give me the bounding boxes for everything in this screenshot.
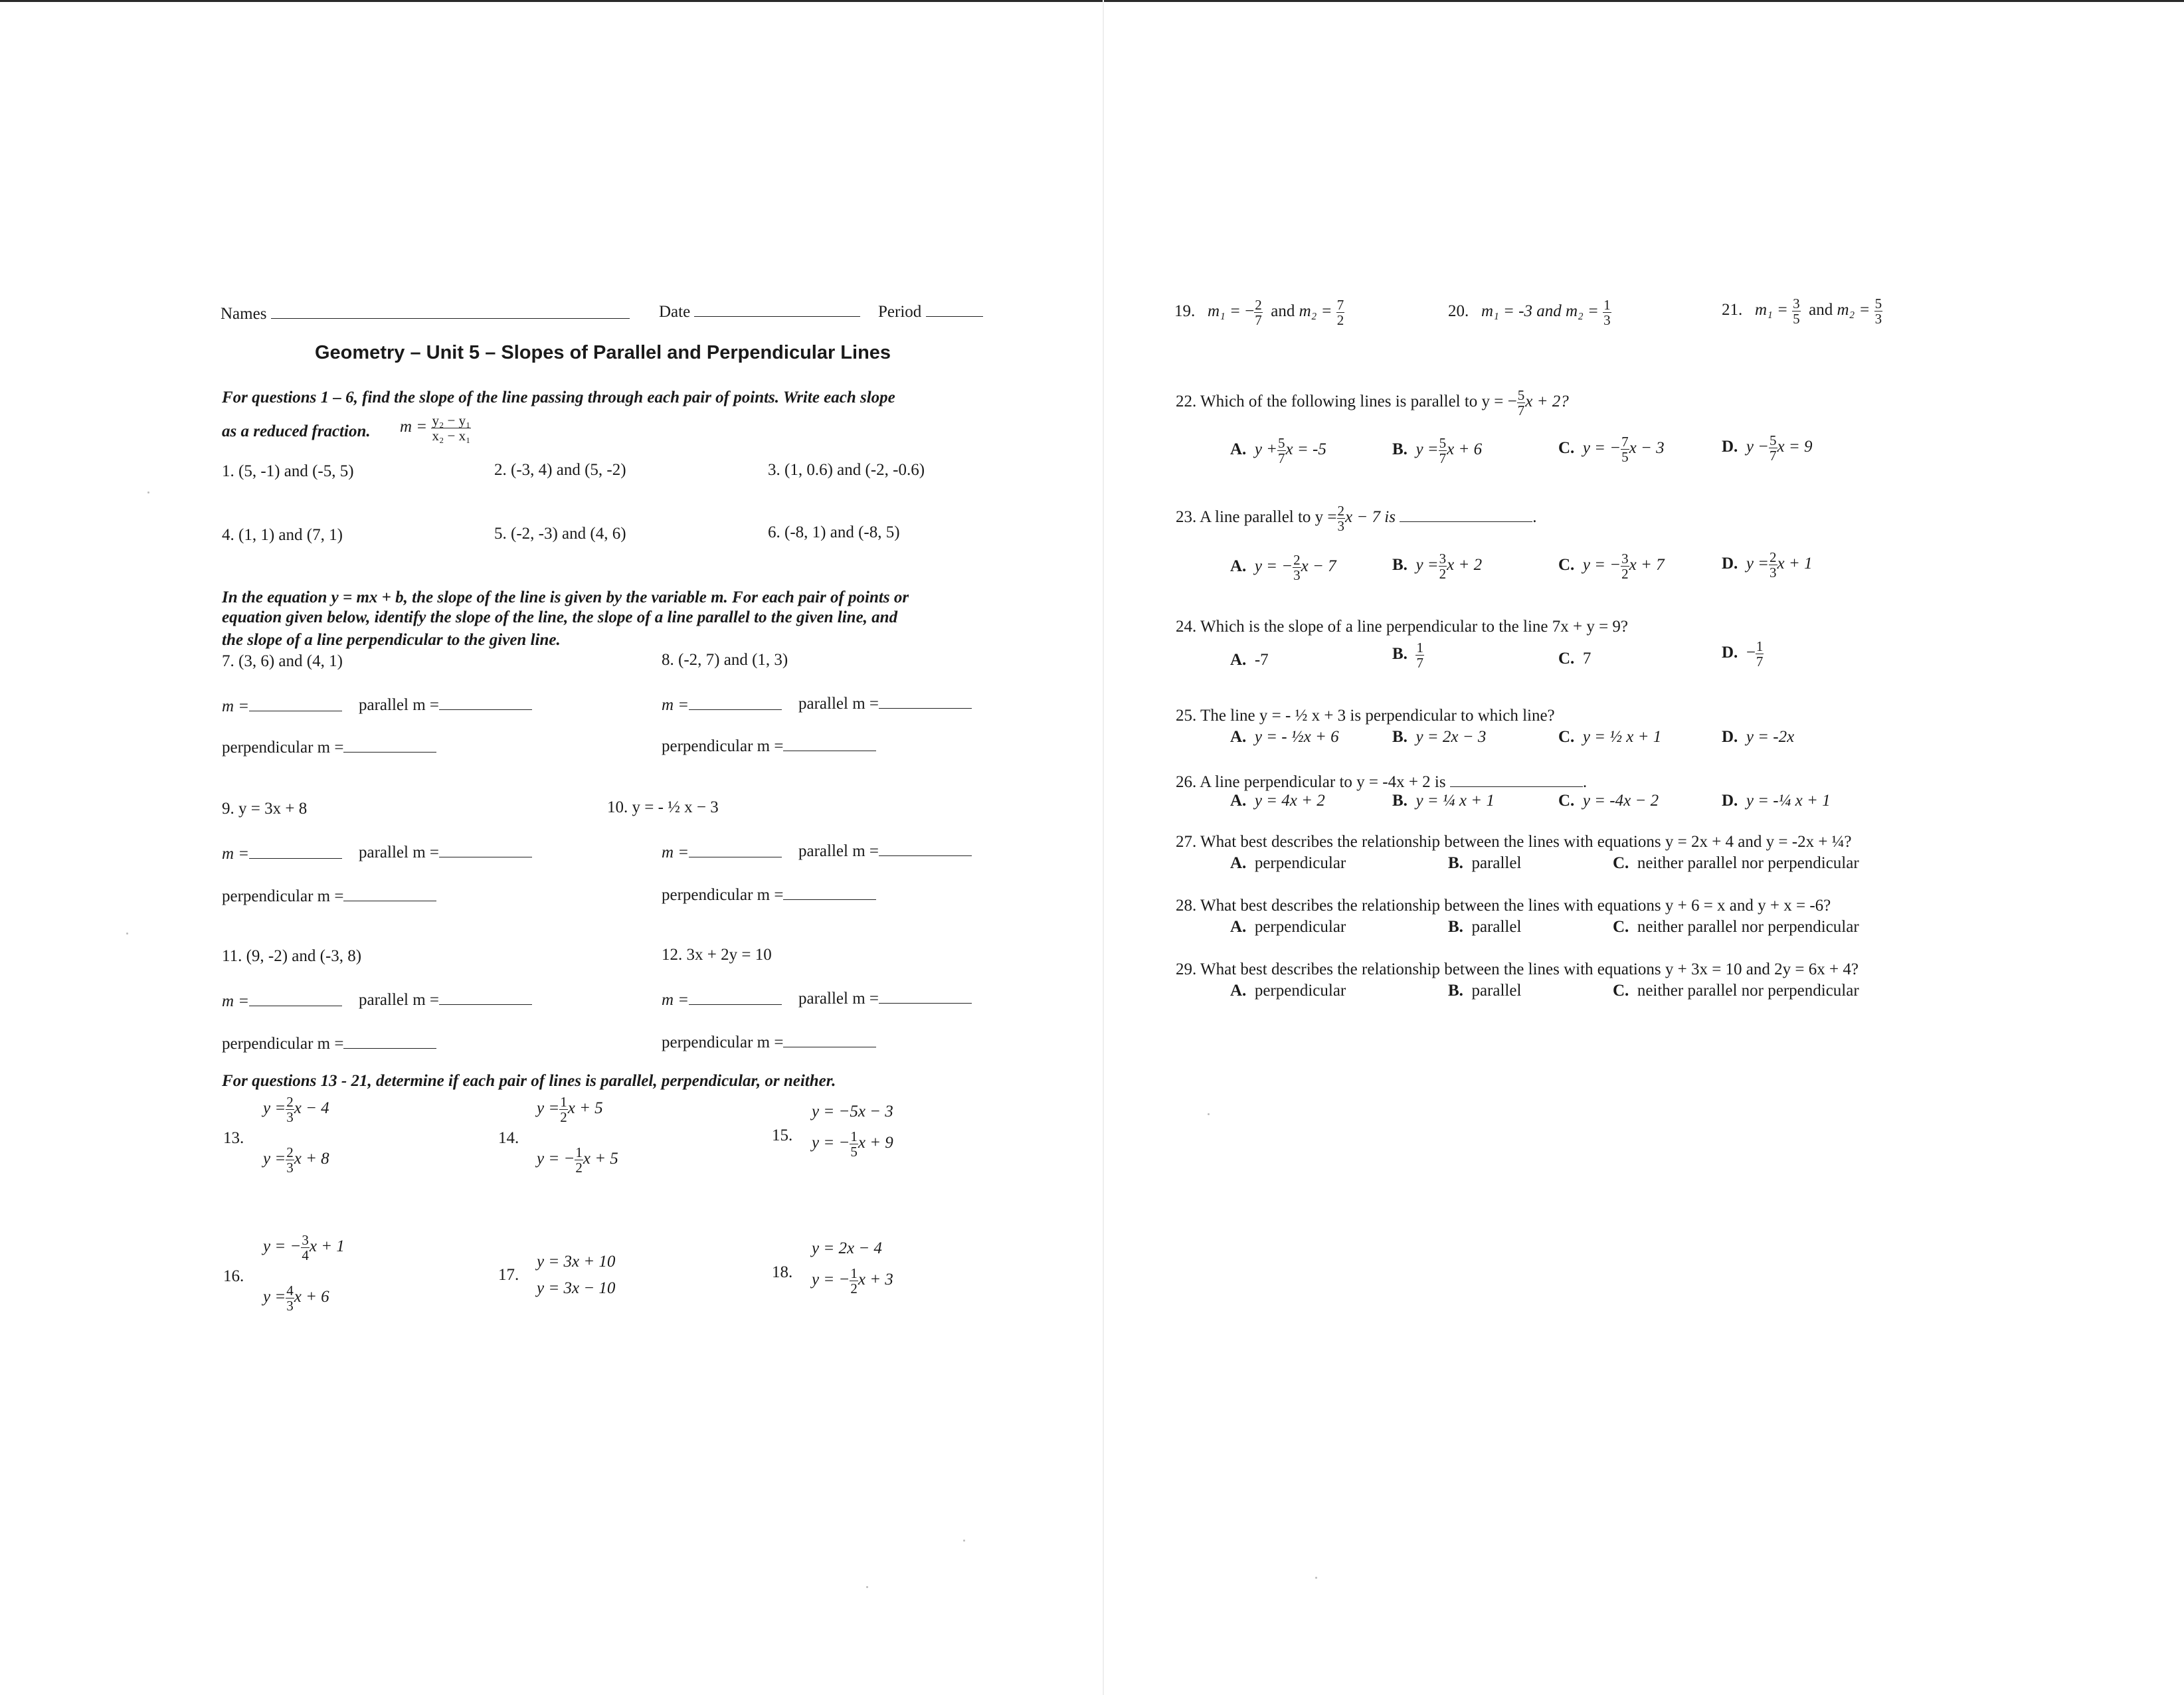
section1-instruction-2: as a reduced fraction. <box>222 422 371 440</box>
page-fold <box>1103 0 1104 1695</box>
q26-option-b[interactable]: B. y = ¼ x + 1 <box>1392 792 1495 810</box>
q11-parallel-field: parallel m = <box>359 988 532 1010</box>
scan-speck <box>147 491 149 493</box>
question-13-number: 13. <box>223 1129 244 1147</box>
question-14-number: 14. <box>498 1129 519 1147</box>
q25-option-a[interactable]: A. y = - ½x + 6 <box>1230 728 1339 746</box>
q16-line-b: y = $\frac{4}{3}$ x + 6 <box>263 1283 329 1314</box>
q27-option-b[interactable]: B. parallel <box>1448 854 1522 872</box>
q8-parallel-blank[interactable] <box>879 692 972 709</box>
q11-perp-blank[interactable] <box>343 1032 436 1049</box>
scan-speck <box>1315 1577 1317 1579</box>
question-23: 23. A line parallel to y = $\frac{2}{3}$ x − 7 is . <box>1176 503 1537 534</box>
slope-formula: m = $\frac{\text{y₂ − y₁}}{\text{x₂ − x₁}}$ <box>400 412 471 444</box>
q10-perp-field: perpendicular m = <box>662 883 876 905</box>
question-28: 28. What best describes the relationship between the lines with equations y + 6 = x and y + x = -6? <box>1176 897 1831 915</box>
q10-parallel-blank[interactable] <box>879 840 972 856</box>
question-4: 4. (1, 1) and (7, 1) <box>222 526 343 544</box>
question-6: 6. (-8, 1) and (-8, 5) <box>768 523 900 541</box>
q23-option-b[interactable]: B. y = $\frac{3}{2}$ x + 2 <box>1392 551 1483 582</box>
q18-line-a: y = 2x − 4 <box>812 1239 882 1257</box>
q9-m-field: m = <box>222 842 342 863</box>
q28-option-c[interactable]: C. neither parallel nor perpendicular <box>1613 918 1859 936</box>
question-5: 5. (-2, -3) and (4, 6) <box>494 525 626 543</box>
question-22: 22. Which of the following lines is parallel to y = − $\frac{5}{7}$ x + 2? <box>1176 387 1569 418</box>
question-17-number: 17. <box>498 1266 519 1284</box>
q24-option-a[interactable]: A. -7 <box>1230 651 1269 669</box>
q9-parallel-blank[interactable] <box>439 841 532 857</box>
worksheet-title: Geometry – Unit 5 – Slopes of Parallel and Perpendicular Lines <box>315 342 891 363</box>
q10-parallel-field: parallel m = <box>798 840 972 861</box>
question-1: 1. (5, -1) and (-5, 5) <box>222 462 354 480</box>
q7-m-blank[interactable] <box>249 695 342 711</box>
q16-line-a: y = − $\frac{3}{4}$ x + 1 <box>263 1232 345 1263</box>
scan-speck <box>1208 1113 1210 1115</box>
question-25: 25. The line y = - ½ x + 3 is perpendicular to which line? <box>1176 707 1555 725</box>
q29-option-a[interactable]: A. perpendicular <box>1230 982 1346 1000</box>
date-blank[interactable] <box>694 300 860 317</box>
q23-answer-blank[interactable] <box>1400 505 1532 522</box>
q9-parallel-field: parallel m = <box>359 841 532 862</box>
question-15-number: 15. <box>772 1126 793 1144</box>
q22-option-d[interactable]: D. y − $\frac{5}{7}$ x = 9 <box>1722 432 1813 464</box>
q11-m-field: m = <box>222 990 342 1011</box>
q14-line-a: y = $\frac{1}{2}$ x + 5 <box>537 1094 603 1125</box>
question-18-number: 18. <box>772 1263 793 1281</box>
q7-perp-blank[interactable] <box>343 736 436 753</box>
q29-option-b[interactable]: B. parallel <box>1448 982 1522 1000</box>
q22-option-a[interactable]: A. y + $\frac{5}{7}$ x = -5 <box>1230 435 1326 466</box>
names-field: Names <box>221 302 630 323</box>
q9-m-blank[interactable] <box>249 842 342 859</box>
q17-line-a: y = 3x + 10 <box>537 1253 616 1271</box>
q8-m-field: m = <box>662 693 782 715</box>
q10-perp-blank[interactable] <box>783 883 876 900</box>
q7-parallel-field: parallel m = <box>359 693 532 715</box>
question-3: 3. (1, 0.6) and (-2, -0.6) <box>768 461 925 479</box>
q12-parallel-field: parallel m = <box>798 987 972 1008</box>
q12-m-blank[interactable] <box>689 988 782 1005</box>
names-blank[interactable] <box>271 302 630 319</box>
section2-instruction-2: equation given below, identify the slope of the line, the slope of a line parallel to the given line, and <box>222 608 898 626</box>
question-27: 27. What best describes the relationship between the lines with equations y = 2x + 4 and y = -2x + ¼? <box>1176 833 1852 851</box>
q18-line-b: y = − $\frac{1}{2}$ x + 3 <box>812 1265 893 1296</box>
period-blank[interactable] <box>926 300 983 317</box>
question-8: 8. (-2, 7) and (1, 3) <box>662 651 788 669</box>
q10-m-field: m = <box>662 841 782 862</box>
q24-option-c[interactable]: C. 7 <box>1558 650 1592 668</box>
q12-perp-blank[interactable] <box>783 1031 876 1047</box>
q23-option-a[interactable]: A. y = − $\frac{2}{3}$ x − 7 <box>1230 552 1336 583</box>
q8-m-blank[interactable] <box>689 693 782 710</box>
question-2: 2. (-3, 4) and (5, -2) <box>494 461 626 479</box>
q22-option-b[interactable]: B. y = $\frac{5}{7}$ x + 6 <box>1392 435 1483 466</box>
question-11: 11. (9, -2) and (-3, 8) <box>222 947 362 965</box>
q17-line-b: y = 3x − 10 <box>537 1279 616 1297</box>
q23-option-c[interactable]: C. y = − $\frac{3}{2}$ x + 7 <box>1558 551 1665 582</box>
q12-perp-field: perpendicular m = <box>662 1031 876 1052</box>
q11-m-blank[interactable] <box>249 990 342 1006</box>
question-9: 9. y = 3x + 8 <box>222 800 308 818</box>
section2-instruction-1: In the equation y = mx + b, the slope of the line is given by the variable m. For each pair of points or <box>222 588 909 606</box>
question-10: 10. y = - ½ x − 3 <box>607 798 719 816</box>
q26-answer-blank[interactable] <box>1450 770 1583 787</box>
q13-line-b: y = $\frac{2}{3}$ x + 8 <box>263 1144 329 1176</box>
period-field: Period <box>878 300 983 321</box>
q26-option-a[interactable]: A. y = 4x + 2 <box>1230 792 1325 810</box>
question-29: 29. What best describes the relationship between the lines with equations y + 3x = 10 and 2y = 6x + 4? <box>1176 960 1859 978</box>
question-19: 19. m₁ = − $\frac{2}{7}$ and m₂ = $\frac{7}{2}$ <box>1174 297 1344 328</box>
q12-m-field: m = <box>662 988 782 1010</box>
section3-instruction: For questions 13 - 21, determine if each pair of lines is parallel, perpendicular, or neither. <box>222 1072 836 1090</box>
section1-instruction: For questions 1 – 6, find the slope of the line passing through each pair of points. Write each slope <box>222 389 895 406</box>
q11-parallel-blank[interactable] <box>439 988 532 1005</box>
question-20: 20. m₁ = -3 and m₂ = $\frac{1}{3}$ <box>1448 297 1611 328</box>
q27-option-a[interactable]: A. perpendicular <box>1230 854 1346 872</box>
q26-option-c[interactable]: C. y = -4x − 2 <box>1558 792 1659 810</box>
q11-perp-field: perpendicular m = <box>222 1032 436 1053</box>
question-21: 21. m₁ = $\frac{3}{5}$ and m₂ = $\frac{5}{3}$ <box>1722 296 1882 327</box>
q23-option-d[interactable]: D. y = $\frac{2}{3}$ x + 1 <box>1722 549 1813 580</box>
q8-parallel-field: parallel m = <box>798 692 972 713</box>
q28-option-a[interactable]: A. perpendicular <box>1230 918 1346 936</box>
question-26: 26. A line perpendicular to y = -4x + 2 is . <box>1176 770 1587 792</box>
q24-option-d[interactable]: D. − $\frac{1}{7}$ <box>1722 638 1764 669</box>
question-24: 24. Which is the slope of a line perpendicular to the line 7x + y = 9? <box>1176 618 1629 636</box>
q28-option-b[interactable]: B. parallel <box>1448 918 1522 936</box>
q9-perp-field: perpendicular m = <box>222 885 436 906</box>
scan-top-border <box>0 0 2184 2</box>
q10-m-blank[interactable] <box>689 841 782 857</box>
q25-option-b[interactable]: B. y = 2x − 3 <box>1392 728 1487 746</box>
date-field: Date <box>659 300 860 321</box>
q26-option-d[interactable]: D. y = -¼ x + 1 <box>1722 792 1831 810</box>
scan-speck <box>866 1586 868 1588</box>
q24-option-b[interactable]: B. $\frac{1}{7}$ <box>1392 640 1423 671</box>
q29-option-c[interactable]: C. neither parallel nor perpendicular <box>1613 982 1859 1000</box>
q7-parallel-blank[interactable] <box>439 693 532 710</box>
q15-line-b: y = − $\frac{1}{5}$ x + 9 <box>812 1128 893 1160</box>
section2-instruction-3: the slope of a line perpendicular to the given line. <box>222 631 561 649</box>
q9-perp-blank[interactable] <box>343 885 436 901</box>
q7-m-field: m = <box>222 695 342 716</box>
scan-speck <box>126 933 128 935</box>
q14-line-b: y = − $\frac{1}{2}$ x + 5 <box>537 1144 618 1176</box>
q25-option-c[interactable]: C. y = ½ x + 1 <box>1558 728 1662 746</box>
q27-option-c[interactable]: C. neither parallel nor perpendicular <box>1613 854 1859 872</box>
q12-parallel-blank[interactable] <box>879 987 972 1004</box>
scan-speck <box>963 1540 965 1542</box>
question-7: 7. (3, 6) and (4, 1) <box>222 652 343 670</box>
q8-perp-field: perpendicular m = <box>662 735 876 756</box>
q15-line-a: y = −5x − 3 <box>812 1103 893 1120</box>
q8-perp-blank[interactable] <box>783 735 876 751</box>
q22-option-c[interactable]: C. y = − $\frac{7}{5}$ x − 3 <box>1558 434 1665 465</box>
q13-line-a: y = $\frac{2}{3}$ x − 4 <box>263 1094 329 1125</box>
question-12: 12. 3x + 2y = 10 <box>662 946 772 964</box>
q25-option-d[interactable]: D. y = -2x <box>1722 728 1795 746</box>
question-16-number: 16. <box>223 1267 244 1285</box>
q7-perp-field: perpendicular m = <box>222 736 436 757</box>
